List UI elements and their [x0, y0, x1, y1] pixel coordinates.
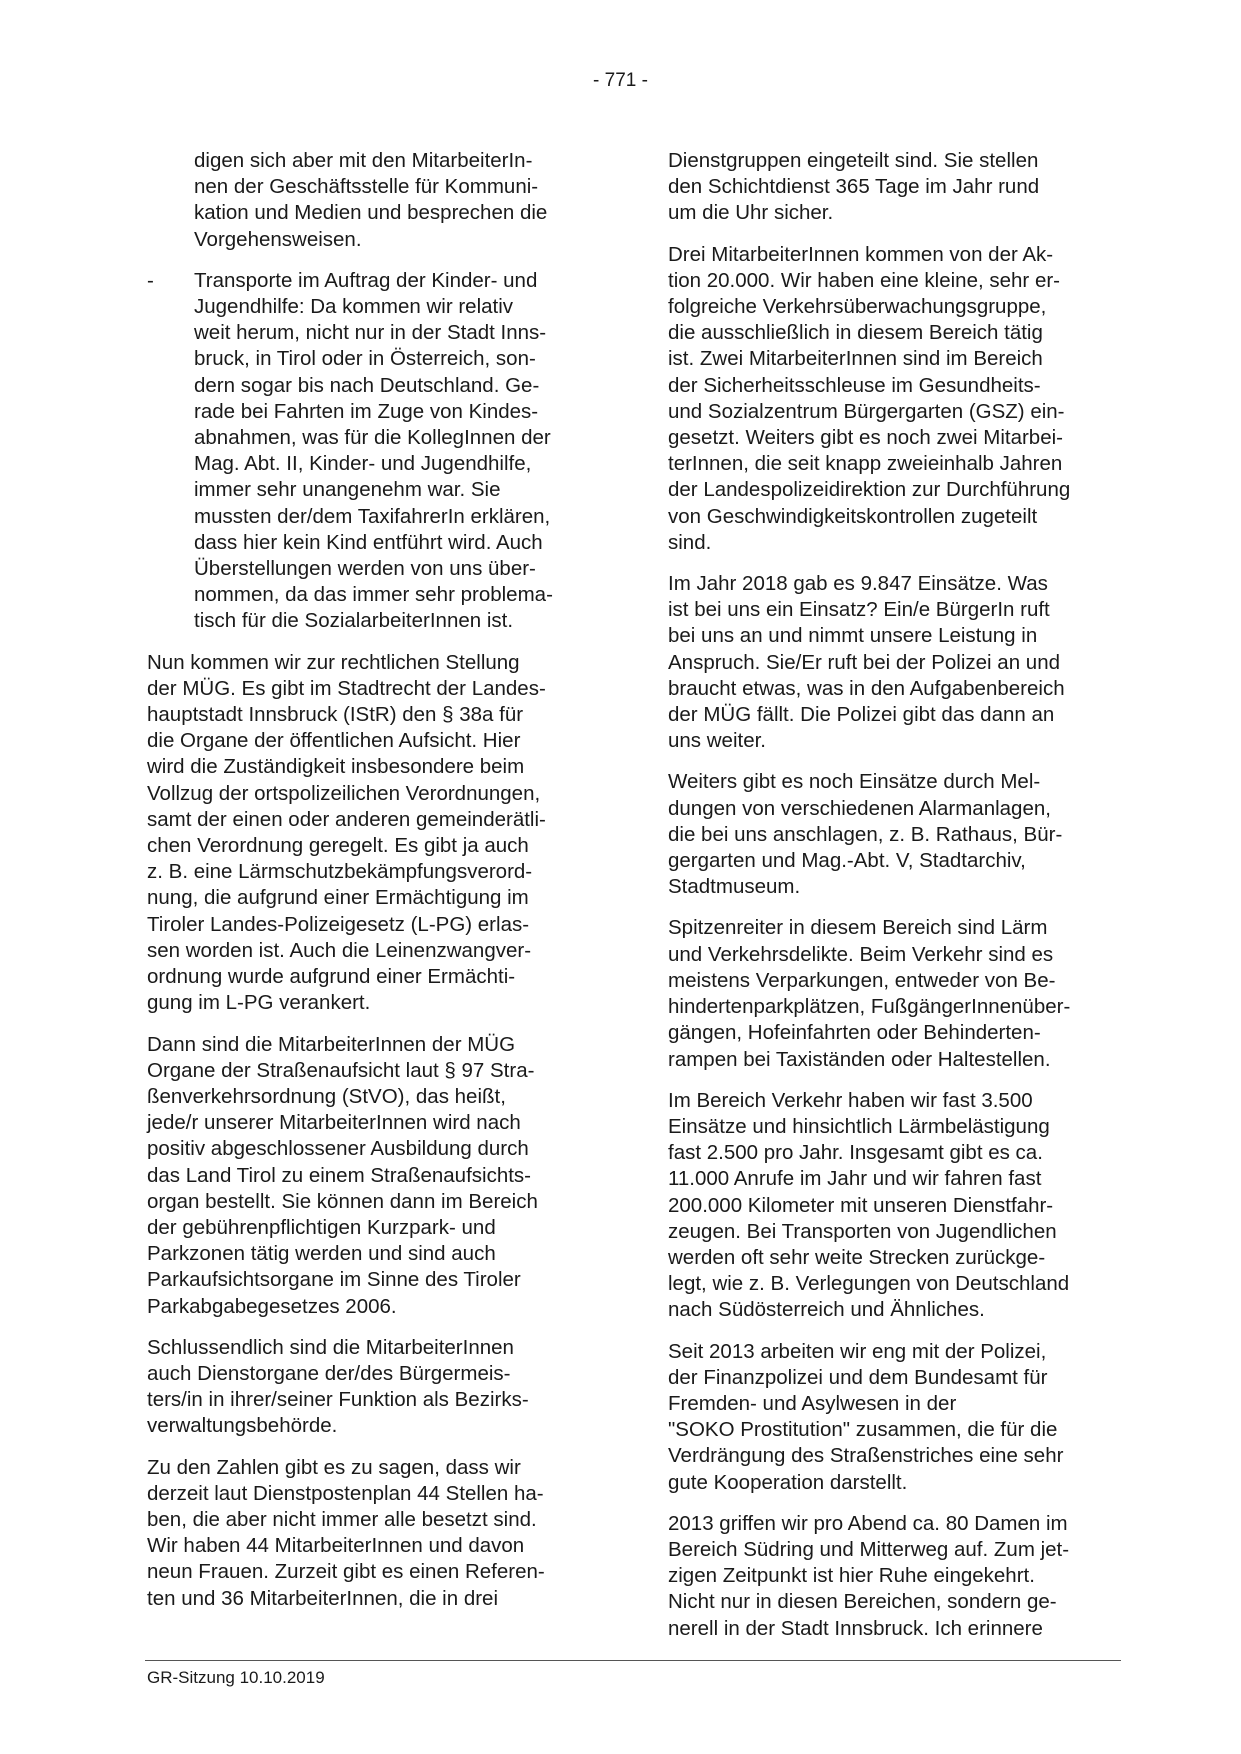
- text-line: dungen von verschiedenen Alarmanlagen,: [668, 796, 1051, 820]
- text-line: die Organe der öffentlichen Aufsicht. Hier: [147, 729, 521, 753]
- text-line: Spitzenreiter in diesem Bereich sind Lärm: [668, 916, 1048, 940]
- text-line: Überstellungen werden von uns über-: [194, 557, 536, 581]
- text-line: Zu den Zahlen gibt es zu sagen, dass wir: [147, 1455, 521, 1479]
- text-line: Stadtmuseum.: [668, 875, 801, 899]
- text-line: nen der Geschäftsstelle für Kommuni-: [194, 175, 539, 199]
- text-line: "SOKO Prostitution" zusammen, die für die: [668, 1418, 1058, 1442]
- right-column: [668, 148, 1120, 1657]
- text-line: jede/r unserer MitarbeiterInnen wird nach: [147, 1111, 521, 1135]
- text-line: der MÜG. Es gibt im Stadtrecht der Landes-: [147, 676, 546, 700]
- text-line: gung im L-PG verankert.: [147, 991, 371, 1015]
- text-line: die ausschließlich in diesem Bereich tätig: [668, 321, 1043, 345]
- text-line: 2013 griffen wir pro Abend ca. 80 Damen im: [668, 1511, 1068, 1535]
- text-line: verwaltungsbehörde.: [147, 1414, 338, 1438]
- footer-text: GR-Sitzung 10.10.2019: [147, 1668, 325, 1687]
- paragraph: [668, 571, 1120, 754]
- paragraph: [147, 1335, 599, 1440]
- text-line: uns weiter.: [668, 729, 766, 753]
- text-line: die bei uns anschlagen, z. B. Rathaus, Bür-: [668, 822, 1063, 846]
- text-line: gergarten und Mag.-Abt. V, Stadtarchiv,: [668, 849, 1026, 873]
- text-line: Organe der Straßenaufsicht laut § 97 Stra-: [147, 1058, 535, 1082]
- text-line: ordnung wurde aufgrund einer Ermächti-: [147, 965, 516, 989]
- text-line: digen sich aber mit den MitarbeiterIn-: [194, 149, 533, 172]
- text-line: gesetzt. Weiters gibt es noch zwei Mitarbei-: [668, 426, 1063, 450]
- text-line: immer sehr unangenehm war. Sie: [194, 478, 501, 502]
- text-line: ben, die aber nicht immer alle besetzt sind.: [147, 1507, 537, 1531]
- text-line: ist bei uns ein Einsatz? Ein/e BürgerIn ruft: [668, 598, 1050, 622]
- paragraph: [668, 769, 1120, 900]
- text-line: z. B. eine Lärmschutzbekämpfungsverord-: [147, 860, 533, 884]
- text-line: und Sozialzentrum Bürgergarten (GSZ) ein-: [668, 399, 1065, 423]
- text-line: dern sogar bis nach Deutschland. Ge-: [194, 373, 540, 397]
- text-line: um die Uhr sicher.: [668, 201, 834, 225]
- text-line: fast 2.500 pro Jahr. Insgesamt gibt es ca.: [668, 1141, 1043, 1165]
- text-line: Transporte im Auftrag der Kinder- und: [194, 268, 538, 292]
- paragraph: [147, 1455, 599, 1612]
- text-line: rampen bei Taxiständen oder Haltestellen.: [668, 1047, 1051, 1071]
- text-line: Anspruch. Sie/Er ruft bei der Polizei an und: [668, 650, 1060, 674]
- paragraph: [668, 1511, 1120, 1642]
- text-line: neun Frauen. Zurzeit gibt es einen Referen-: [147, 1560, 545, 1584]
- text-line: mussten der/dem TaxifahrerIn erklären,: [194, 504, 551, 528]
- text-line: zigen Zeitpunkt ist hier Ruhe eingekehrt.: [668, 1564, 1035, 1588]
- list-item: [147, 268, 599, 635]
- text-line: kation und Medien und besprechen die: [194, 201, 548, 225]
- text-line: und Verkehrsdelikte. Beim Verkehr sind es: [668, 942, 1054, 966]
- text-line: hindertenparkplätzen, FußgängerInnenüber-: [668, 995, 1071, 1019]
- text-line: den Schichtdienst 365 Tage im Jahr rund: [668, 175, 1040, 199]
- text-line: Vorgehensweisen.: [194, 227, 362, 251]
- paragraph: [668, 915, 1120, 1072]
- text-line: ten und 36 MitarbeiterInnen, die in drei: [147, 1586, 499, 1610]
- text-line: Seit 2013 arbeiten wir eng mit der Polizei,: [668, 1339, 1047, 1363]
- text-line: tion 20.000. Wir haben eine kleine, sehr er-: [668, 268, 1061, 292]
- text-line: Verdrängung des Straßenstriches eine sehr: [668, 1444, 1064, 1468]
- text-line: Weiters gibt es noch Einsätze durch Mel-: [668, 770, 1041, 794]
- text-line: das Land Tirol zu einem Straßenaufsichts-: [147, 1163, 531, 1187]
- paragraph: [668, 1088, 1120, 1324]
- text-line: gängen, Hofeinfahrten oder Behinderten-: [668, 1021, 1041, 1045]
- text-line: Dienstgruppen eingeteilt sind. Sie stellen: [668, 149, 1039, 172]
- page-number: - 771 -: [593, 70, 648, 91]
- text-line: dass hier kein Kind entführt wird. Auch: [194, 530, 543, 554]
- paragraph: [147, 1032, 599, 1320]
- text-line: positiv abgeschlossener Ausbildung durch: [147, 1137, 529, 1161]
- text-line: 200.000 Kilometer mit unseren Dienstfahr-: [668, 1193, 1054, 1217]
- text-line: Vollzug der ortspolizeilichen Verordnungen,: [147, 781, 541, 805]
- left-column: [147, 148, 599, 1627]
- text-line: der MÜG fällt. Die Polizei gibt das dann an: [668, 703, 1055, 727]
- text-line: ßenverkehrsordnung (StVO), das heißt,: [147, 1084, 506, 1108]
- text-line: Dann sind die MitarbeiterInnen der MÜG: [147, 1032, 516, 1056]
- text-line: 11.000 Anrufe im Jahr und wir fahren fast: [668, 1167, 1042, 1191]
- text-line: der Landespolizeidirektion zur Durchführung: [668, 478, 1071, 502]
- text-line: von Geschwindigkeitskontrollen zugeteilt: [668, 504, 1038, 528]
- paragraph: [668, 1339, 1120, 1496]
- text-line: chen Verordnung geregelt. Es gibt ja auch: [147, 834, 529, 858]
- text-line: zeugen. Bei Transporten von Jugendlichen: [668, 1219, 1057, 1243]
- text-line: tisch für die SozialarbeiterInnen ist.: [194, 609, 514, 633]
- list-item-continuation: [194, 148, 599, 253]
- text-line: Parkabgabegesetzes 2006.: [147, 1294, 397, 1318]
- text-line: Parkaufsichtsorgane im Sinne des Tiroler: [147, 1268, 521, 1292]
- text-line: auch Dienstorgane der/des Bürgermeis-: [147, 1361, 511, 1385]
- text-line: Wir haben 44 MitarbeiterInnen und davon: [147, 1534, 525, 1558]
- text-line: rade bei Fahrten im Zuge von Kindes-: [194, 399, 539, 423]
- text-line: Nicht nur in diesen Bereichen, sondern ge-: [668, 1590, 1057, 1614]
- text-line: Mag. Abt. II, Kinder- und Jugendhilfe,: [194, 452, 532, 476]
- text-line: bruck, in Tirol oder in Österreich, son-: [194, 347, 536, 371]
- text-line: Nun kommen wir zur rechtlichen Stellung: [147, 650, 520, 674]
- text-line: der gebührenpflichtigen Kurzpark- und: [147, 1215, 496, 1239]
- text-line: wird die Zuständigkeit insbesondere beim: [147, 755, 525, 779]
- text-line: organ bestellt. Sie können dann im Bereich: [147, 1189, 538, 1213]
- text-line: weit herum, nicht nur in der Stadt Inns-: [194, 321, 547, 345]
- text-line: samt der einen oder anderen gemeinderätli-: [147, 807, 546, 831]
- text-line: meistens Verparkungen, entweder von Be-: [668, 968, 1056, 992]
- text-line: Fremden- und Asylwesen in der: [668, 1391, 957, 1415]
- text-line: Parkzonen tätig werden und sind auch: [147, 1242, 496, 1266]
- text-line: Schlussendlich sind die MitarbeiterInnen: [147, 1335, 514, 1359]
- text-line: Tiroler Landes-Polizeigesetz (L-PG) erlas-: [147, 912, 530, 936]
- paragraph: [147, 650, 599, 1017]
- text-line: nommen, da das immer sehr problema-: [194, 583, 553, 607]
- text-line: sen worden ist. Auch die Leinenzwangver-: [147, 938, 532, 962]
- text-line: abnahmen, was für die KollegInnen der: [194, 426, 551, 450]
- text-line: ist. Zwei MitarbeiterInnen sind im Bereich: [668, 347, 1043, 371]
- text-line: derzeit laut Dienstpostenplan 44 Stellen ha-: [147, 1481, 544, 1505]
- list-item-text: [194, 268, 599, 635]
- footer-divider: [145, 1660, 1121, 1661]
- text-line: Drei MitarbeiterInnen kommen von der Ak-: [668, 242, 1054, 266]
- paragraph: [668, 242, 1120, 556]
- text-line: Im Jahr 2018 gab es 9.847 Einsätze. Was: [668, 572, 1048, 596]
- text-line: Im Bereich Verkehr haben wir fast 3.500: [668, 1088, 1033, 1112]
- text-line: gute Kooperation darstellt.: [668, 1470, 908, 1494]
- paragraph: [668, 148, 1120, 227]
- text-line: werden oft sehr weite Strecken zurückge-: [668, 1245, 1046, 1269]
- text-line: Bereich Südring und Mitterweg auf. Zum jet-: [668, 1537, 1070, 1561]
- text-line: Einsätze und hinsichtlich Lärmbelästigung: [668, 1114, 1050, 1138]
- text-line: hauptstadt Innsbruck (IStR) den § 38a für: [147, 703, 524, 727]
- text-line: folgreiche Verkehrsüberwachungsgruppe,: [668, 295, 1047, 319]
- text-line: nach Südösterreich und Ähnliches.: [668, 1298, 985, 1322]
- text-line: bei uns an und nimmt unsere Leistung in: [668, 624, 1038, 648]
- text-line: nung, die aufgrund einer Ermächtigung im: [147, 886, 529, 910]
- list-bullet: -: [147, 268, 154, 292]
- text-line: braucht etwas, was in den Aufgabenbereich: [668, 676, 1065, 700]
- text-line: ters/in in ihrer/seiner Funktion als Bezirks-: [147, 1388, 529, 1412]
- text-line: Jugendhilfe: Da kommen wir relativ: [194, 295, 514, 319]
- text-line: der Sicherheitsschleuse im Gesundheits-: [668, 373, 1041, 397]
- text-line: legt, wie z. B. Verlegungen von Deutschland: [668, 1272, 1070, 1296]
- text-line: terInnen, die seit knapp zweieinhalb Jahren: [668, 452, 1063, 476]
- text-line: der Finanzpolizei und dem Bundesamt für: [668, 1365, 1048, 1389]
- text-line: sind.: [668, 530, 712, 554]
- text-line: nerell in der Stadt Innsbruck. Ich erinnere: [668, 1616, 1043, 1640]
